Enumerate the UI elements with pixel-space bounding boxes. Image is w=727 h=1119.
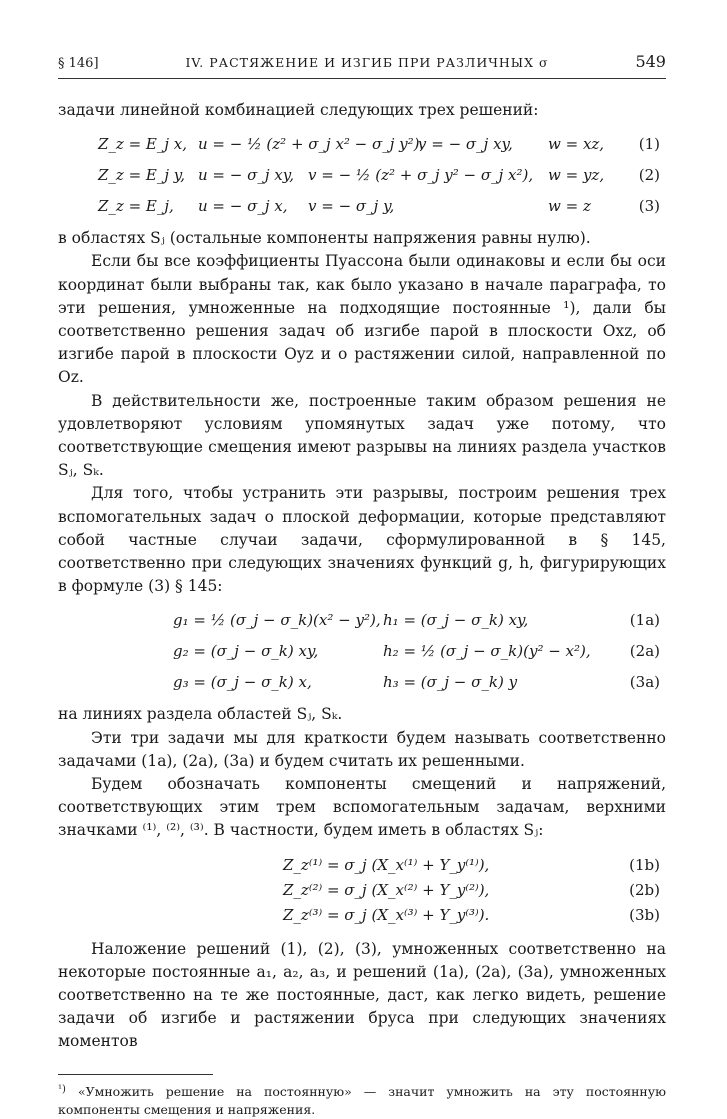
equation-number: (3b) [629,905,660,924]
section-marker: § 146] [58,56,99,71]
paragraph: в областях Sⱼ (остальные компоненты напряжения равны нулю). [58,229,591,248]
paragraph: на линиях раздела областей Sⱼ, Sₖ. [58,705,343,724]
page-body [58,99,666,1119]
running-header [58,52,666,79]
paragraph: Наложение решений (1), (2), (3), умноженных соответственно на некоторые постоянные a₁, a₂, a₃, и решений (1a), (2a), (3a), умноженных соответственно на те же постоянные, даст, как легко видеть, решение задачи об изгибе и растяжении бруса при следующих значениях моментов [58,939,666,1051]
equation-number: (2a) [629,642,660,661]
book-page [58,52,666,1119]
equation-3: Z_z = E_j, u = − σ_j x, v = − σ_j y, w = z (3) [58,190,666,221]
equation-1: Z_z = E_j x, u = − ½ (z² + σ_j x² − σ_j y²), v = − σ_j xy, w = xz, (1) [58,128,666,159]
equation-number: (1a) [629,611,660,630]
equation-number: (3a) [629,673,660,692]
equation-3a: g₃ = (σ_j − σ_k) x, h₃ = (σ_j − σ_k) y (3a) [58,666,666,697]
equation-2b: Z_z⁽²⁾ = σ_j (X_x⁽²⁾ + Y_y⁽²⁾), (2b) [58,874,666,899]
paragraph: Будем обозначать компоненты смещений и напряжений, соответствующих этим трем вспомогательным задачам, верхними значками ⁽¹⁾, ⁽²⁾, ⁽³⁾. В частности, будем иметь в областях Sⱼ: [58,775,666,840]
running-title: IV. РАСТЯЖЕНИЕ И ИЗГИБ ПРИ РАЗЛИЧНЫХ σ [185,55,549,70]
footnote-mark: ¹) [58,1083,66,1095]
equation-2a: g₂ = (σ_j − σ_k) xy, h₂ = ½ (σ_j − σ_k)(y² − x²), (2a) [58,635,666,666]
equation-2: Z_z = E_j y, u = − σ_j xy, v = − ½ (z² + σ_j y² − σ_j x²), w = yz, (2) [58,159,666,190]
equation-3b: Z_z⁽³⁾ = σ_j (X_x⁽³⁾ + Y_y⁽³⁾). (3b) [58,899,666,924]
footnote-text: «Умножить решение на постоянную» — значит умножить на эту постоянную компоненты смещения и напряжения. [58,1083,666,1117]
paragraph: Для того, чтобы устранить эти разрывы, построим решения трех вспомогательных задач о плоской деформации, которые представляют собой частные случаи задачи, сформулированной в § 145, соответственно при следующих значениях функций g, h, фигурирующих в формуле (3) § 145: [58,484,666,596]
page-number: 549 [635,52,666,71]
equation-number: (2b) [629,880,660,899]
equation-1b: Z_z⁽¹⁾ = σ_j (X_x⁽¹⁾ + Y_y⁽¹⁾), (1b) [58,849,666,874]
paragraph: Если бы все коэффициенты Пуассона были одинаковы и если бы оси координат были выбраны так, как было указано в начале параграфа, то эти решения, умноженные на подходящие постоянные ¹), дали бы соответственно решения задач об изгибе парой в плоскости Oxz, об изгибе парой в плоскости Oyz и о растяжении силой, направленной по Oz. [58,252,666,387]
paragraph: задачи линейной комбинацией следующих трех решений: [58,101,539,119]
equation-number: (1) [638,135,660,154]
equation-number: (1b) [629,855,660,874]
equation-number: (2) [638,166,660,185]
equation-number: (3) [638,197,660,216]
footnote-divider [58,1074,213,1075]
paragraph: Эти три задачи мы для краткости будем называть соответственно задачами (1a), (2a), (3a) и будем считать их решенными. [58,728,666,770]
paragraph: В действительности же, построенные таким образом решения не удовлетворяют условиям упомянутых задач уже потому, что соответствующие смещения имеют разрывы на линиях раздела участков Sⱼ, Sₖ. [58,391,666,480]
equation-1a: g₁ = ½ (σ_j − σ_k)(x² − y²), h₁ = (σ_j − σ_k) xy, (1a) [58,604,666,635]
